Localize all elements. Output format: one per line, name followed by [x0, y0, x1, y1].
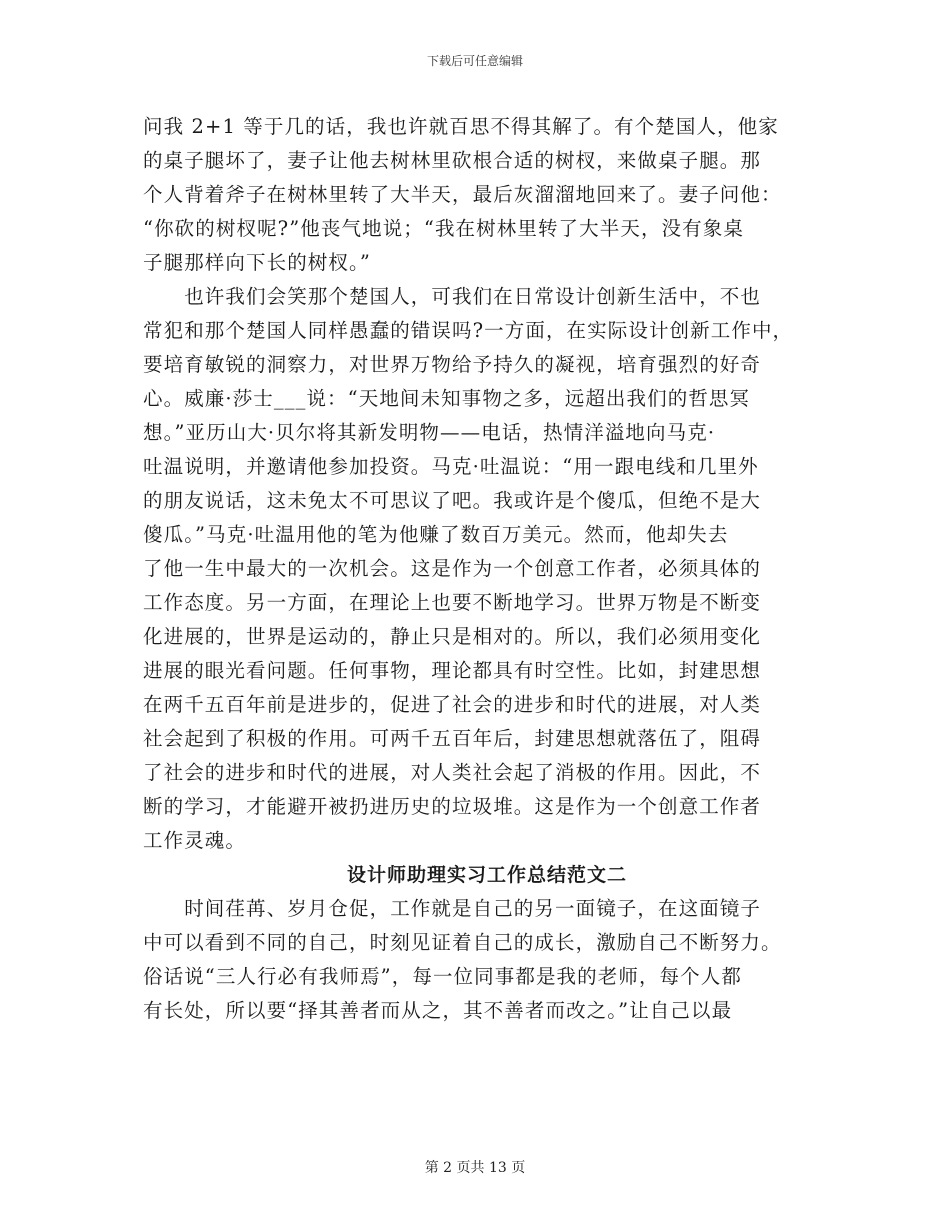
text-line: 断的学习，才能避开被扔进历史的垃圾堆。这是作为一个创意工作者 [143, 795, 762, 818]
text-line: 工作态度。另一方面，在理论上也要不断地学习。世界万物是不断变 [143, 591, 762, 614]
text-line: 的桌子腿坏了，妻子让他去树林里砍根合适的树杈，来做桌子腿。那 [143, 149, 762, 172]
text-line: 了社会的进步和时代的进展，对人类社会起了消极的作用。因此，不 [143, 761, 762, 784]
text-line: 吐温说明，并邀请他参加投资。马克·吐温说：“用一跟电线和几里外 [143, 455, 759, 478]
text-line: 想。”亚历山大·贝尔将其新发明物——电话，热情洋溢地向马克· [143, 421, 716, 444]
text-line: 进展的眼光看问题。任何事物，理论都具有时空性。比如，封建思想 [143, 659, 762, 682]
text-line: 子腿那样向下长的树杈。” [143, 251, 371, 274]
document-body [143, 110, 813, 1028]
text-line: 了他一生中最大的一次机会。这是作为一个创意工作者，必须具体的 [143, 557, 762, 580]
text-line: 工作灵魂。 [143, 829, 247, 852]
text-line: “你砍的树杈呢?”他丧气地说；“我在树林里转了大半天，没有象桌 [143, 217, 744, 240]
text-line: 个人背着斧子在树林里转了大半天，最后灰溜溜地回来了。妻子问他： [143, 183, 782, 206]
text-line: 俗话说“三人行必有我师焉”，每一位同事都是我的老师，每个人都 [143, 965, 742, 988]
text-line: 常犯和那个楚国人同样愚蠢的错误吗?一方面，在实际设计创新工作中， [143, 319, 794, 342]
text-line: 有长处，所以要“择其善者而从之，其不善者而改之。”让自己以最 [143, 999, 733, 1022]
section-title: 设计师助理实习工作总结范文二 [346, 864, 627, 886]
text-line: 的朋友说话，这未免太不可思议了吧。我或许是个傻瓜，但绝不是大 [143, 489, 762, 512]
text-line: 中可以看到不同的自己，时刻见证着自己的成长，激励自己不断努力。 [143, 931, 782, 954]
text-line: 社会起到了积极的作用。可两千五百年后，封建思想就落伍了，阻碍 [143, 727, 762, 750]
text-line: 也许我们会笑那个楚国人，可我们在日常设计创新生活中，不也 [143, 285, 762, 308]
page-header: 下载后可任意编辑 [426, 54, 523, 68]
text-line: 时间荏苒、岁月仓促，工作就是自己的另一面镜子，在这面镜子 [143, 897, 762, 920]
page-footer: 第 2 页共 13 页 [424, 1160, 526, 1176]
text-line: 问我 2+1 等于几的话，我也许就百思不得其解了。有个楚国人，他家 [143, 115, 779, 138]
text-line: 心。威廉·莎士___说：“天地间未知事物之多，远超出我们的哲思冥 [143, 387, 751, 410]
text-line: 傻瓜。”马克·吐温用他的笔为他赚了数百万美元。然而，他却失去 [143, 523, 729, 546]
text-line: 化进展的，世界是运动的，静止只是相对的。所以，我们必须用变化 [143, 625, 762, 648]
text-line: 要培育敏锐的洞察力，对世界万物给予持久的凝视，培育强烈的好奇 [143, 353, 762, 376]
text-line: 在两千五百年前是进步的，促进了社会的进步和时代的进展，对人类 [143, 693, 762, 716]
